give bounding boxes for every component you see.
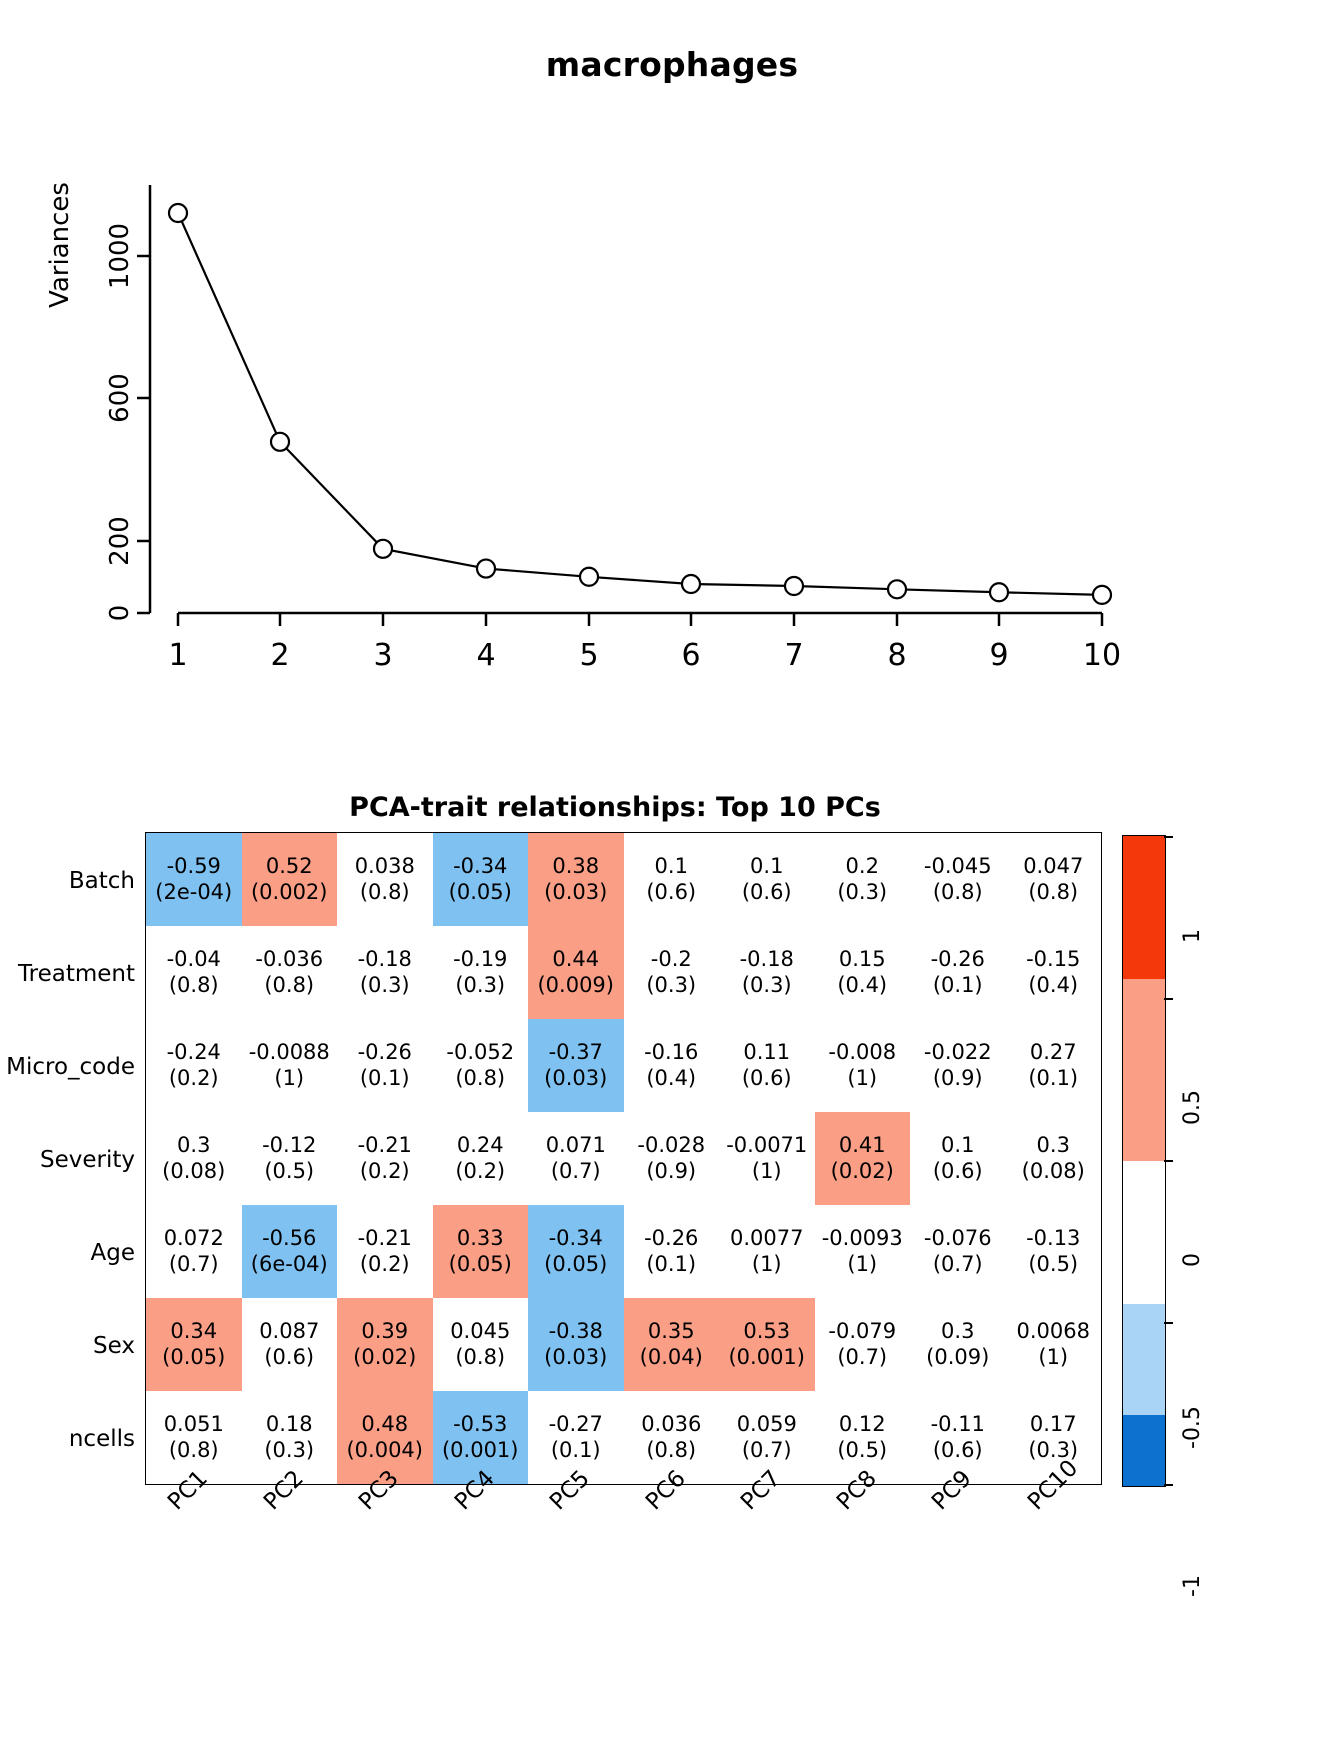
cell-pvalue: (0.3) bbox=[264, 1437, 315, 1462]
heatmap-cell-severity-pc4 bbox=[433, 1112, 529, 1205]
cell-correlation: 0.3 bbox=[1036, 1132, 1070, 1157]
heatmap-cell-severity-pc6 bbox=[624, 1112, 720, 1205]
cell-correlation: 0.3 bbox=[177, 1132, 211, 1157]
cell-correlation: 0.045 bbox=[450, 1318, 511, 1343]
cell-correlation: 0.52 bbox=[265, 853, 313, 878]
cell-correlation: 0.071 bbox=[545, 1132, 606, 1157]
heatmap-cell-sex-pc8 bbox=[815, 1298, 911, 1391]
cell-pvalue: (0.03) bbox=[544, 1344, 608, 1369]
cell-pvalue: (0.1) bbox=[359, 1065, 410, 1090]
colorbar-label-neg05: -0.5 bbox=[1180, 1406, 1205, 1449]
heatmap-cell-age-pc2 bbox=[242, 1205, 338, 1298]
cell-pvalue: (2e-04) bbox=[155, 879, 233, 904]
cell-correlation: 0.41 bbox=[838, 1132, 886, 1157]
heatmap-cell-treatment-pc7 bbox=[719, 926, 815, 1019]
cell-pvalue: (0.001) bbox=[441, 1437, 519, 1462]
cell-pvalue: (0.5) bbox=[264, 1158, 315, 1183]
heatmap-cell-severity-pc9 bbox=[910, 1112, 1006, 1205]
cell-pvalue: (0.9) bbox=[646, 1158, 697, 1183]
cell-pvalue: (0.8) bbox=[455, 1065, 506, 1090]
cell-correlation: -0.036 bbox=[255, 946, 324, 971]
heatmap-cell-batch-pc5 bbox=[528, 833, 624, 926]
cell-pvalue: (0.3) bbox=[837, 879, 888, 904]
heatmap-cell-sex-pc1 bbox=[146, 1298, 242, 1391]
heatmap-cell-batch-pc4 bbox=[433, 833, 529, 926]
cell-pvalue: (0.8) bbox=[264, 972, 315, 997]
scree-point-6 bbox=[682, 575, 700, 593]
x-tick-label-2: 2 bbox=[270, 638, 290, 673]
scree-plot-title: macrophages bbox=[545, 45, 799, 84]
cell-correlation: -0.079 bbox=[828, 1318, 897, 1343]
cell-pvalue: (0.3) bbox=[455, 972, 506, 997]
colorbar-segment-neutral bbox=[1123, 1161, 1165, 1304]
cell-pvalue: (6e-04) bbox=[250, 1251, 328, 1276]
heatmap-cell-micro_code-pc3 bbox=[337, 1019, 433, 1112]
heatmap-cell-severity-pc3 bbox=[337, 1112, 433, 1205]
cell-pvalue: (0.6) bbox=[264, 1344, 315, 1369]
heatmap-cell-batch-pc8 bbox=[815, 833, 911, 926]
cell-pvalue: (1) bbox=[847, 1251, 878, 1276]
heatmap-grid bbox=[145, 832, 1102, 1485]
heatmap-cell-severity-pc7 bbox=[719, 1112, 815, 1205]
scree-point-2 bbox=[271, 433, 289, 451]
cell-pvalue: (0.5) bbox=[837, 1437, 888, 1462]
y-tick-label-600: 600 bbox=[105, 373, 135, 423]
cell-pvalue: (0.4) bbox=[837, 972, 888, 997]
heatmap-cell-batch-pc1 bbox=[146, 833, 242, 926]
cell-pvalue: (1) bbox=[1038, 1344, 1069, 1369]
x-tick-label-1: 1 bbox=[168, 638, 188, 673]
heatmap-cell-severity-pc1 bbox=[146, 1112, 242, 1205]
cell-correlation: 0.44 bbox=[552, 946, 600, 971]
colorbar-tick-labels bbox=[1166, 835, 1246, 1597]
cell-correlation: -0.24 bbox=[166, 1039, 221, 1064]
heatmap-row-label-age: Age bbox=[90, 1240, 135, 1266]
heatmap-cell-age-pc3 bbox=[337, 1205, 433, 1298]
cell-pvalue: (0.3) bbox=[1028, 1437, 1079, 1462]
cell-correlation: -0.26 bbox=[644, 1225, 699, 1250]
cell-correlation: 0.11 bbox=[743, 1039, 791, 1064]
cell-pvalue: (0.08) bbox=[162, 1158, 226, 1183]
cell-pvalue: (0.7) bbox=[168, 1251, 219, 1276]
heatmap-row-label-batch: Batch bbox=[68, 868, 135, 894]
cell-correlation: -0.12 bbox=[262, 1132, 317, 1157]
y-tick-label-200: 200 bbox=[105, 516, 135, 566]
cell-pvalue: (0.7) bbox=[932, 1251, 983, 1276]
cell-correlation: -0.19 bbox=[453, 946, 508, 971]
heatmap-row-label-sex: Sex bbox=[93, 1333, 135, 1359]
cell-pvalue: (0.8) bbox=[1028, 879, 1079, 904]
heatmap-column-label-pc8: PC8 bbox=[831, 1465, 882, 1516]
scree-point-9 bbox=[990, 583, 1008, 601]
heatmap-row bbox=[146, 926, 1101, 1019]
heatmap-cell-sex-pc4 bbox=[433, 1298, 529, 1391]
x-tick-label-7: 7 bbox=[784, 638, 804, 673]
cell-correlation: 0.48 bbox=[361, 1411, 409, 1436]
x-tick-label-3: 3 bbox=[373, 638, 393, 673]
cell-correlation: 0.34 bbox=[170, 1318, 218, 1343]
heatmap-cell-severity-pc2 bbox=[242, 1112, 338, 1205]
colorbar-segment-strong-negative bbox=[1123, 1415, 1165, 1487]
cell-correlation: -0.022 bbox=[923, 1039, 992, 1064]
heatmap-cell-batch-pc10 bbox=[1006, 833, 1102, 926]
scree-plot-svg bbox=[0, 0, 1344, 740]
heatmap-cell-micro_code-pc7 bbox=[719, 1019, 815, 1112]
cell-pvalue: (0.04) bbox=[639, 1344, 703, 1369]
cell-pvalue: (0.09) bbox=[926, 1344, 990, 1369]
cell-correlation: 0.051 bbox=[163, 1411, 224, 1436]
cell-pvalue: (0.4) bbox=[646, 1065, 697, 1090]
cell-pvalue: (0.05) bbox=[162, 1344, 226, 1369]
heatmap-cell-treatment-pc1 bbox=[146, 926, 242, 1019]
cell-pvalue: (1) bbox=[751, 1158, 782, 1183]
cell-pvalue: (0.8) bbox=[168, 1437, 219, 1462]
scree-point-1 bbox=[169, 204, 187, 222]
cell-pvalue: (0.009) bbox=[537, 972, 614, 997]
cell-pvalue: (0.2) bbox=[359, 1158, 410, 1183]
cell-pvalue: (0.8) bbox=[168, 972, 219, 997]
cell-pvalue: (0.8) bbox=[646, 1437, 697, 1462]
heatmap-cell-sex-pc2 bbox=[242, 1298, 338, 1391]
cell-correlation: 0.059 bbox=[736, 1411, 797, 1436]
cell-pvalue: (0.8) bbox=[455, 1344, 506, 1369]
cell-pvalue: (0.002) bbox=[250, 879, 328, 904]
cell-pvalue: (0.7) bbox=[741, 1437, 792, 1462]
heatmap-cell-micro_code-pc8 bbox=[815, 1019, 911, 1112]
cell-correlation: 0.12 bbox=[838, 1411, 886, 1436]
y-tick-label-0: 0 bbox=[105, 604, 135, 622]
cell-correlation: -0.04 bbox=[166, 946, 221, 971]
heatmap-panel bbox=[0, 740, 1344, 1747]
cell-pvalue: (0.05) bbox=[448, 1251, 512, 1276]
heatmap-cell-age-pc6 bbox=[624, 1205, 720, 1298]
cell-correlation: -0.008 bbox=[828, 1039, 897, 1064]
heatmap-colorbar bbox=[1122, 835, 1166, 1487]
cell-correlation: 0.0068 bbox=[1016, 1318, 1090, 1343]
cell-correlation: -0.38 bbox=[548, 1318, 603, 1343]
cell-pvalue: (0.02) bbox=[830, 1158, 894, 1183]
cell-pvalue: (0.6) bbox=[932, 1158, 983, 1183]
heatmap-row bbox=[146, 1112, 1101, 1205]
cell-pvalue: (1) bbox=[847, 1065, 878, 1090]
heatmap-cell-age-pc10 bbox=[1006, 1205, 1102, 1298]
heatmap-cell-batch-pc9 bbox=[910, 833, 1006, 926]
cell-correlation: 0.1 bbox=[654, 853, 688, 878]
cell-correlation: -0.11 bbox=[930, 1411, 985, 1436]
cell-pvalue: (0.05) bbox=[544, 1251, 608, 1276]
colorbar-segment-positive bbox=[1123, 979, 1165, 1161]
cell-correlation: 0.39 bbox=[361, 1318, 409, 1343]
heatmap-cell-age-pc8 bbox=[815, 1205, 911, 1298]
heatmap-cell-age-pc9 bbox=[910, 1205, 1006, 1298]
x-tick-label-9: 9 bbox=[989, 638, 1009, 673]
heatmap-cell-batch-pc3 bbox=[337, 833, 433, 926]
cell-correlation: 0.53 bbox=[743, 1318, 791, 1343]
cell-pvalue: (1) bbox=[274, 1065, 305, 1090]
heatmap-cell-age-pc1 bbox=[146, 1205, 242, 1298]
x-tick-label-5: 5 bbox=[579, 638, 599, 673]
heatmap-column-label-pc4: PC4 bbox=[449, 1465, 500, 1516]
cell-pvalue: (0.1) bbox=[932, 972, 983, 997]
y-tick-label-1000: 1000 bbox=[105, 222, 135, 290]
heatmap-column-label-pc6: PC6 bbox=[640, 1465, 691, 1516]
colorbar-segment-negative bbox=[1123, 1304, 1165, 1415]
scree-point-4 bbox=[477, 560, 495, 578]
heatmap-cell-severity-pc5 bbox=[528, 1112, 624, 1205]
heatmap-cell-age-pc5 bbox=[528, 1205, 624, 1298]
scree-point-10 bbox=[1093, 586, 1111, 604]
cell-pvalue: (1) bbox=[751, 1251, 782, 1276]
x-tick-label-10: 10 bbox=[1082, 638, 1122, 673]
cell-correlation: -0.34 bbox=[548, 1225, 603, 1250]
cell-pvalue: (0.1) bbox=[1028, 1065, 1079, 1090]
heatmap-cell-sex-pc6 bbox=[624, 1298, 720, 1391]
heatmap-cell-micro_code-pc4 bbox=[433, 1019, 529, 1112]
cell-correlation: -0.53 bbox=[453, 1411, 508, 1436]
cell-correlation: -0.028 bbox=[637, 1132, 706, 1157]
cell-correlation: 0.38 bbox=[552, 853, 600, 878]
heatmap-cell-micro_code-pc2 bbox=[242, 1019, 338, 1112]
cell-correlation: -0.21 bbox=[357, 1225, 412, 1250]
cell-pvalue: (0.8) bbox=[932, 879, 983, 904]
heatmap-column-label-pc2: PC2 bbox=[258, 1465, 309, 1516]
heatmap-cell-micro_code-pc5 bbox=[528, 1019, 624, 1112]
heatmap-cell-age-pc7 bbox=[719, 1205, 815, 1298]
cell-correlation: -0.59 bbox=[166, 853, 221, 878]
cell-pvalue: (0.3) bbox=[646, 972, 697, 997]
scree-data-line bbox=[178, 213, 1102, 595]
cell-correlation: -0.076 bbox=[923, 1225, 992, 1250]
cell-correlation: -0.045 bbox=[923, 853, 992, 878]
heatmap-column-label-pc5: PC5 bbox=[545, 1465, 595, 1516]
cell-correlation: 0.33 bbox=[456, 1225, 504, 1250]
cell-pvalue: (0.7) bbox=[550, 1158, 601, 1183]
cell-pvalue: (0.4) bbox=[1028, 972, 1079, 997]
cell-pvalue: (0.2) bbox=[359, 1251, 410, 1276]
cell-correlation: -0.16 bbox=[644, 1039, 699, 1064]
heatmap-cell-batch-pc6 bbox=[624, 833, 720, 926]
heatmap-cell-batch-pc7 bbox=[719, 833, 815, 926]
heatmap-row-label-ncells: ncells bbox=[68, 1426, 135, 1452]
heatmap-table bbox=[146, 833, 1101, 1484]
heatmap-cell-treatment-pc8 bbox=[815, 926, 911, 1019]
scree-plot-y-axis-label: Variances bbox=[45, 182, 75, 308]
cell-correlation: 0.15 bbox=[838, 946, 886, 971]
cell-correlation: -0.56 bbox=[262, 1225, 317, 1250]
cell-pvalue: (0.6) bbox=[932, 1437, 983, 1462]
cell-correlation: 0.038 bbox=[354, 853, 415, 878]
cell-correlation: -0.37 bbox=[548, 1039, 603, 1064]
cell-correlation: 0.2 bbox=[845, 853, 879, 878]
cell-pvalue: (0.6) bbox=[646, 879, 697, 904]
x-tick-label-6: 6 bbox=[681, 638, 701, 673]
cell-pvalue: (0.1) bbox=[646, 1251, 697, 1276]
heatmap-row-label-treatment: Treatment bbox=[17, 961, 135, 987]
cell-correlation: -0.26 bbox=[357, 1039, 412, 1064]
cell-correlation: -0.18 bbox=[739, 946, 794, 971]
heatmap-cell-sex-pc9 bbox=[910, 1298, 1006, 1391]
cell-pvalue: (0.3) bbox=[741, 972, 792, 997]
colorbar-label-0: 0 bbox=[1180, 1253, 1205, 1267]
cell-correlation: 0.072 bbox=[163, 1225, 224, 1250]
cell-correlation: 0.17 bbox=[1029, 1411, 1077, 1436]
cell-correlation: -0.15 bbox=[1026, 946, 1081, 971]
scree-point-5 bbox=[580, 568, 598, 586]
heatmap-row bbox=[146, 1019, 1101, 1112]
heatmap-row-label-micro_code: Micro_code bbox=[6, 1054, 135, 1080]
heatmap-cell-treatment-pc3 bbox=[337, 926, 433, 1019]
cell-pvalue: (0.2) bbox=[455, 1158, 506, 1183]
heatmap-cell-treatment-pc4 bbox=[433, 926, 529, 1019]
cell-correlation: 0.047 bbox=[1023, 853, 1084, 878]
scree-point-3 bbox=[374, 540, 392, 558]
heatmap-column-label-pc7: PC7 bbox=[736, 1465, 786, 1516]
heatmap-cell-treatment-pc10 bbox=[1006, 926, 1102, 1019]
heatmap-cell-severity-pc8 bbox=[815, 1112, 911, 1205]
heatmap-row bbox=[146, 1205, 1101, 1298]
colorbar-label-neg1: -1 bbox=[1180, 1575, 1205, 1597]
cell-correlation: 0.18 bbox=[265, 1411, 313, 1436]
heatmap-column-label-pc3: PC3 bbox=[354, 1465, 404, 1516]
cell-correlation: 0.3 bbox=[941, 1318, 975, 1343]
heatmap-cell-severity-pc10 bbox=[1006, 1112, 1102, 1205]
cell-correlation: 0.27 bbox=[1029, 1039, 1077, 1064]
scree-point-7 bbox=[785, 577, 803, 595]
cell-correlation: -0.18 bbox=[357, 946, 412, 971]
cell-correlation: -0.052 bbox=[446, 1039, 515, 1064]
cell-pvalue: (0.2) bbox=[168, 1065, 219, 1090]
colorbar-segment-strong-positive bbox=[1123, 836, 1165, 979]
cell-correlation: -0.26 bbox=[930, 946, 985, 971]
cell-pvalue: (0.8) bbox=[359, 879, 410, 904]
cell-correlation: -0.13 bbox=[1026, 1225, 1081, 1250]
heatmap-column-label-pc1: PC1 bbox=[163, 1465, 213, 1516]
cell-pvalue: (0.001) bbox=[728, 1344, 805, 1369]
scree-data-markers bbox=[169, 204, 1111, 604]
cell-pvalue: (0.004) bbox=[346, 1437, 423, 1462]
cell-correlation: -0.27 bbox=[548, 1411, 603, 1436]
cell-correlation: -0.21 bbox=[357, 1132, 412, 1157]
cell-pvalue: (0.6) bbox=[741, 1065, 792, 1090]
heatmap-column-label-pc10: PC10 bbox=[1022, 1455, 1083, 1516]
heatmap-cell-treatment-pc2 bbox=[242, 926, 338, 1019]
heatmap-cell-treatment-pc5 bbox=[528, 926, 624, 1019]
heatmap-cell-micro_code-pc1 bbox=[146, 1019, 242, 1112]
cell-correlation: 0.0077 bbox=[730, 1225, 804, 1250]
heatmap-column-label-pc9: PC9 bbox=[927, 1465, 977, 1516]
cell-correlation: -0.2 bbox=[650, 946, 692, 971]
scree-point-8 bbox=[888, 580, 906, 598]
cell-pvalue: (0.7) bbox=[837, 1344, 888, 1369]
heatmap-cell-sex-pc5 bbox=[528, 1298, 624, 1391]
x-tick-label-4: 4 bbox=[476, 638, 496, 673]
cell-pvalue: (0.08) bbox=[1021, 1158, 1085, 1183]
cell-pvalue: (0.1) bbox=[550, 1437, 601, 1462]
cell-correlation: 0.1 bbox=[750, 853, 784, 878]
heatmap-cell-batch-pc2 bbox=[242, 833, 338, 926]
heatmap-cell-treatment-pc6 bbox=[624, 926, 720, 1019]
colorbar-label-05: 0.5 bbox=[1180, 1090, 1205, 1125]
cell-correlation: 0.35 bbox=[647, 1318, 695, 1343]
heatmap-column-labels bbox=[145, 1455, 1105, 1635]
cell-pvalue: (0.6) bbox=[741, 879, 792, 904]
cell-correlation: 0.087 bbox=[259, 1318, 320, 1343]
heatmap-cell-sex-pc10 bbox=[1006, 1298, 1102, 1391]
heatmap-title: PCA-trait relationships: Top 10 PCs bbox=[349, 792, 881, 823]
cell-pvalue: (0.02) bbox=[353, 1344, 417, 1369]
heatmap-row bbox=[146, 833, 1101, 926]
x-tick-label-8: 8 bbox=[887, 638, 907, 673]
colorbar-label-1: 1 bbox=[1180, 929, 1205, 943]
heatmap-cell-micro_code-pc6 bbox=[624, 1019, 720, 1112]
heatmap-cell-treatment-pc9 bbox=[910, 926, 1006, 1019]
heatmap-row-label-severity: Severity bbox=[40, 1147, 135, 1173]
cell-pvalue: (0.9) bbox=[932, 1065, 983, 1090]
cell-correlation: 0.036 bbox=[641, 1411, 702, 1436]
heatmap-cell-sex-pc7 bbox=[719, 1298, 815, 1391]
heatmap-cell-sex-pc3 bbox=[337, 1298, 433, 1391]
cell-pvalue: (0.03) bbox=[544, 879, 608, 904]
cell-correlation: -0.0071 bbox=[726, 1132, 808, 1157]
heatmap-cell-micro_code-pc10 bbox=[1006, 1019, 1102, 1112]
heatmap-cell-micro_code-pc9 bbox=[910, 1019, 1006, 1112]
cell-pvalue: (0.03) bbox=[544, 1065, 608, 1090]
cell-pvalue: (0.05) bbox=[448, 879, 512, 904]
heatmap-cell-age-pc4 bbox=[433, 1205, 529, 1298]
cell-correlation: 0.24 bbox=[456, 1132, 504, 1157]
cell-correlation: -0.0093 bbox=[821, 1225, 903, 1250]
cell-correlation: 0.1 bbox=[941, 1132, 975, 1157]
cell-pvalue: (0.3) bbox=[359, 972, 410, 997]
scree-plot-panel bbox=[0, 0, 1344, 740]
cell-pvalue: (0.5) bbox=[1028, 1251, 1079, 1276]
cell-correlation: -0.0088 bbox=[248, 1039, 330, 1064]
cell-correlation: -0.34 bbox=[453, 853, 508, 878]
heatmap-row bbox=[146, 1298, 1101, 1391]
